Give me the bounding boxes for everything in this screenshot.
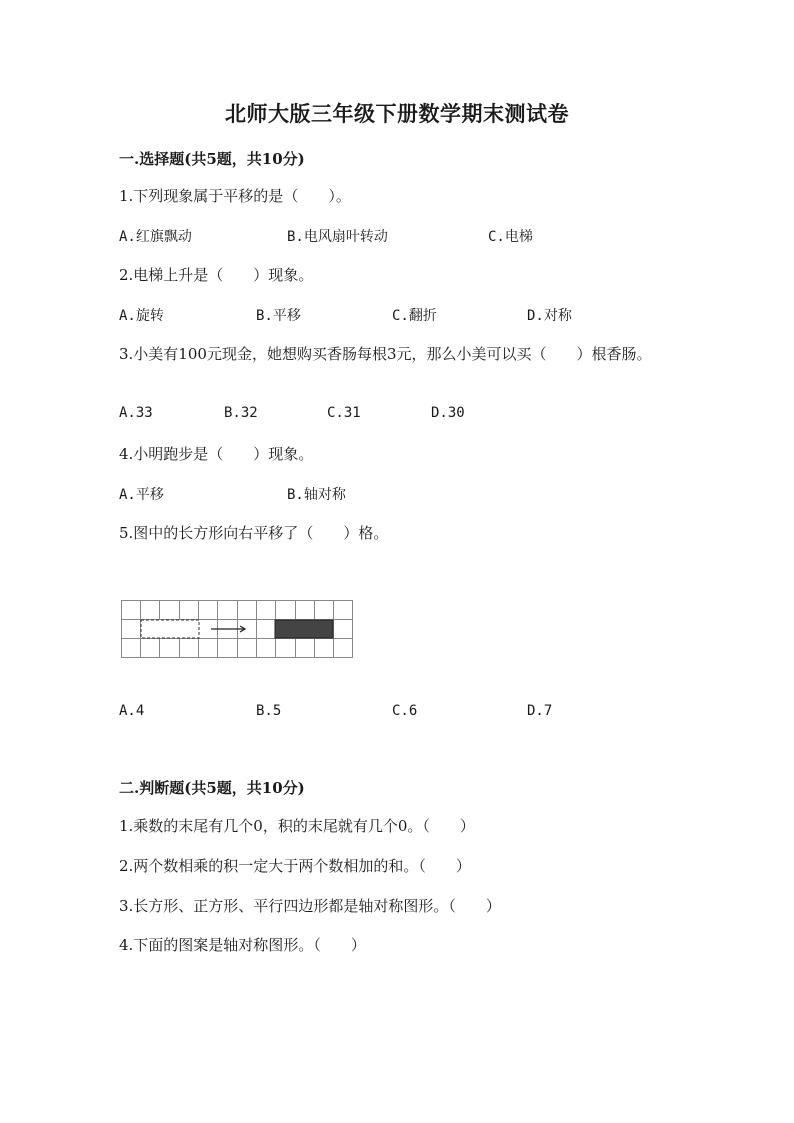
option-c: C.电梯	[488, 229, 533, 245]
option-c: C.翻折	[392, 308, 437, 324]
option-d: D.30	[431, 405, 465, 421]
right-arrow-icon	[211, 626, 245, 632]
question-text: 2.电梯上升是（ ）现象。	[119, 266, 314, 284]
option-a: A.4	[119, 703, 145, 719]
translation-figure	[121, 600, 353, 658]
moved-rectangle-filled	[275, 620, 333, 638]
question-text: 2.两个数相乘的积一定大于两个数相加的和。（ ）	[119, 857, 471, 875]
option-b: B.5	[256, 703, 282, 719]
option-a: A.旋转	[119, 308, 164, 324]
question-text: 1.乘数的末尾有几个0，积的末尾就有几个0。（ ）	[119, 817, 475, 835]
grid-diagram	[121, 600, 353, 658]
option-b: B.平移	[256, 308, 301, 324]
option-a: A.平移	[119, 487, 164, 503]
option-d: D.7	[527, 703, 553, 719]
page-title: 北师大版三年级下册数学期末测试卷	[225, 101, 569, 126]
option-b: B.32	[224, 405, 258, 421]
option-b: B.轴对称	[287, 487, 346, 503]
question-text: 4.下面的图案是轴对称图形。（ ）	[119, 936, 366, 954]
option-c: C.6	[392, 703, 418, 719]
question-text: 5.图中的长方形向右平移了（ ）格。	[119, 524, 389, 542]
section-heading-judgment: 二.判断题(共5题，共10分)	[119, 779, 305, 797]
option-d: D.对称	[527, 308, 572, 324]
original-rectangle-dashed	[141, 620, 199, 638]
option-b: B.电风扇叶转动	[287, 229, 388, 245]
option-c: C.31	[327, 405, 361, 421]
question-text: 3.长方形、正方形、平行四边形都是轴对称图形。（ ）	[119, 897, 501, 915]
section-heading-choice: 一.选择题(共5题，共10分)	[119, 150, 305, 168]
question-text: 4.小明跑步是（ ）现象。	[119, 445, 314, 463]
question-text: 3.小美有100元现金，她想购买香肠每根3元，那么小美可以买（ ）根香肠。	[119, 345, 652, 363]
question-text: 1.下列现象属于平移的是（ ）。	[119, 187, 351, 205]
option-a: A.33	[119, 405, 153, 421]
option-a: A.红旗飘动	[119, 229, 192, 245]
